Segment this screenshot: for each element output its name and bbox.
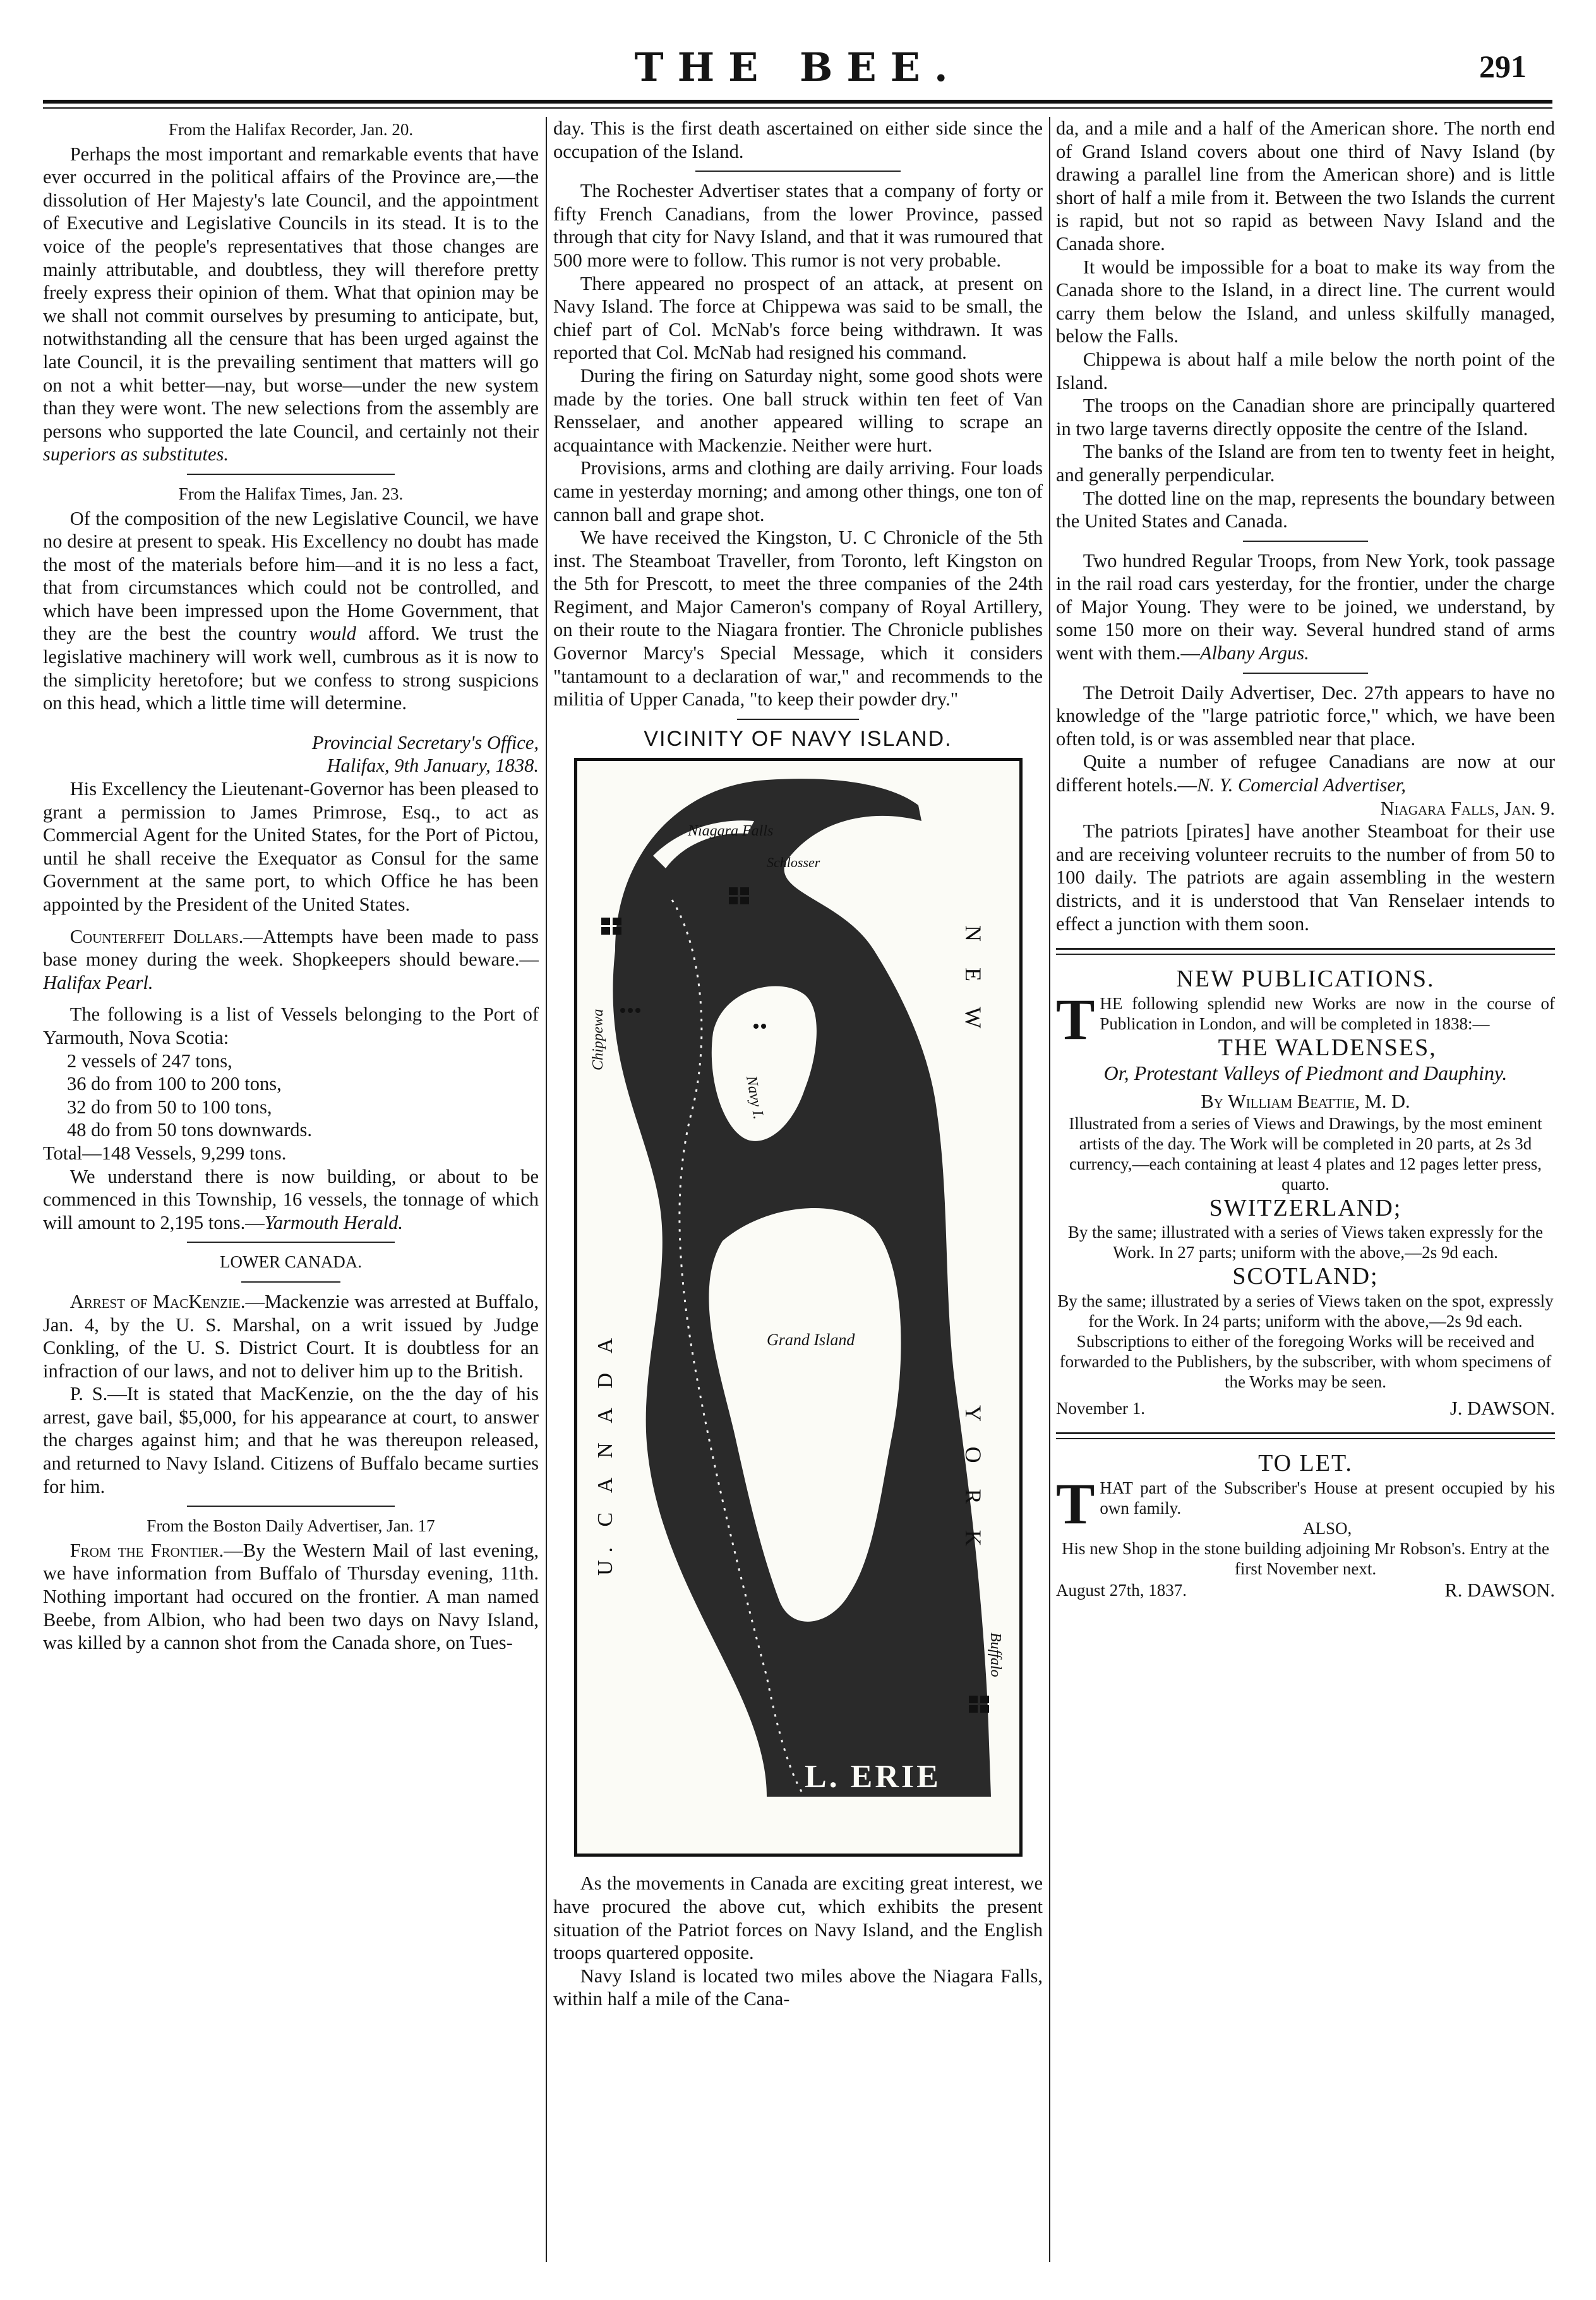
column-3 bbox=[1056, 117, 1555, 1602]
publications-date: November 1. bbox=[1056, 1398, 1145, 1418]
new-publications-heading: NEW PUBLICATIONS. bbox=[1176, 966, 1435, 993]
separator bbox=[695, 171, 901, 172]
column-divider bbox=[546, 117, 547, 2262]
subscriptions-note: Subscriptions to either of the foregoing Works will be received and forwarded to the Publishers, by the subscriber, with whom specimens of the Works may be seen. bbox=[1059, 1331, 1552, 1391]
article-paragraph: P. S.—It is stated that MacKenzie, on the the day of his arrest, gave bail, $5,000, for his appearance at court, to answer the charges against him; and that he was thereupon released, and returned to Navy Island. Citizens of Buffalo became surties for him. bbox=[43, 1383, 539, 1497]
separator bbox=[241, 1281, 340, 1283]
article-paragraph: The banks of the Island are from ten to twenty feet in height, and generally perpendicular. bbox=[1056, 441, 1555, 486]
separator bbox=[187, 1506, 395, 1507]
publications-signature: J. DAWSON. bbox=[1449, 1397, 1555, 1419]
article-paragraph: We understand there is now building, or about to be commenced in this Township, 16 vessels, the tonnage of which will amount to 2,195 tons.—Yarmouth Herald. bbox=[43, 1165, 539, 1233]
navy-island-map bbox=[574, 758, 1023, 1857]
article-paragraph: We have received the Kingston, U. C Chronicle of the 5th inst. The Steamboat Traveller, from Toronto, left Kingston on the 5th for Prescott, to meet the three companies of the 24th Regiment, and Major Cameron's company of Royal Artillery, on their route to the Niagara frontier. The Chronicle publishes Governor Marcy's Special Message, which it considers "tantamount to a declaration of war," and recommends to the militia of Upper Canada, "to keep their powder dry." bbox=[553, 527, 1043, 710]
work-description: Illustrated from a series of Views and Drawings, by the most eminent artists of the day. The Work will be completed in 20 parts, at 2s 3d currency,—each containing at least 4 plates and 12 pages letter press, quarto. bbox=[1069, 1113, 1542, 1194]
article-paragraph: The patriots [pirates] have another Steamboat for their use and are receiving volunteer recruits to the number of from 50 to 100 daily. The patriots are again assembling in the western districts, and it is understood that Van Renselaer intends to effect a junction with them soon. bbox=[1056, 820, 1555, 935]
work-title: THE WALDENSES, bbox=[1218, 1034, 1437, 1061]
article-paragraph: The troops on the Canadian shore are principally quartered in two large taverns directly opposite the centre of the Island. bbox=[1056, 395, 1555, 440]
office-heading: Provincial Secretary's Office, bbox=[311, 731, 539, 753]
column-1 bbox=[43, 117, 539, 1655]
masthead bbox=[0, 44, 1596, 95]
article-paragraph: Of the composition of the new Legislative Council, we have no desire at present to speak. His Excellency no doubt has made the most of the materials before him—and it is no less a fact, that from circumstances which could not be controlled, and which have been impressed upon the Home Government, that they are the best the country would afford. We trust the legislative machinery will work well, cumbrous as it is now to the simplicity heretofore; but we confess to strong suspicions on this head, which a little time will determine. bbox=[43, 507, 539, 714]
article-paragraph: Provisions, arms and clothing are daily arriving. Four loads came in yesterday morning; and among other things, one ton of cannon ball and grape shot. bbox=[553, 457, 1043, 525]
work-description: By the same; illustrated by a series of Views taken on the spot, expressly for the Work. In 24 parts; uniform with the above,—2s 9d each. bbox=[1057, 1291, 1554, 1331]
work-description: By the same; illustrated with a series of Views taken expressly for the Work. In 27 parts; uniform with the above,—2s 9d each. bbox=[1067, 1223, 1544, 1262]
to-let-signature: R. DAWSON. bbox=[1444, 1579, 1555, 1601]
map-label-niagara-falls: Niagara Falls bbox=[687, 823, 773, 840]
map-label-new: N E W bbox=[960, 925, 986, 1039]
separator bbox=[187, 1242, 395, 1243]
article-paragraph: Two hundred Regular Troops, from New York, took passage in the rail road cars yesterday, for the frontier, under the charge of Major Young. They were to be joined, we understand, by some 150 more on their way. Several hundred stand of arms went with them.—Albany Argus. bbox=[1056, 549, 1555, 664]
vessel-list-item: 32 do from 50 to 100 tons, bbox=[67, 1096, 272, 1118]
work-subtitle: Or, Protestant Valleys of Piedmont and Dauphiny. bbox=[1103, 1062, 1508, 1085]
separator bbox=[187, 474, 395, 475]
separator bbox=[1243, 541, 1368, 542]
to-let-signature-row bbox=[1056, 1579, 1555, 1602]
source-line: From the Halifax Times, Jan. 23. bbox=[178, 484, 404, 503]
section-rule bbox=[1056, 1432, 1555, 1439]
article-paragraph: Perhaps the most important and remarkable events that have ever occurred in the political affairs of the Province are,—the dissolution of Her Majesty's late Council, and the appointment of Executive and Legislative Councils in its stead. It is to the voice of the people's representatives that those changes are mainly attributable, and doubtless, they will therefore pretty freely express their opinion of them. What that opinion may be we shall not commit ourselves by presuming to anticipate, but, notwithstanding all the censure that has been urged against the late Council, it is the prevailing sentiment that matters will go on not a whit better—nay, but worse—under the new system than they were wont. The new selections from the assembly are persons who supported the late Council, and certainly not their superiors as substitutes. bbox=[43, 143, 539, 465]
publications-intro: THE following splendid new Works are now in the course of Publication in London, and will be completed in 1838:— bbox=[1056, 986, 1555, 1051]
work-title: SWITZERLAND; bbox=[1209, 1194, 1402, 1221]
article-paragraph: There appeared no prospect of an attack, at present on Navy Island. The force at Chippewa was said to be small, the chief part of Col. McNab's force being withdrawn. It was reported that Col. McNab had resigned his command. bbox=[553, 272, 1043, 364]
dateline: Niagara Falls, Jan. 9. bbox=[1380, 797, 1555, 819]
separator bbox=[737, 719, 860, 720]
work-title: SCOTLAND; bbox=[1232, 1263, 1379, 1290]
vessel-total: Total—148 Vessels, 9,299 tons. bbox=[43, 1142, 287, 1164]
map-label-schlosser: Schlosser bbox=[766, 854, 820, 871]
newspaper-title: THE BEE. bbox=[634, 44, 962, 90]
article-paragraph: The Detroit Daily Advertiser, Dec. 27th appears to have no knowledge of the "large patriotic force," which, we have been often told, is or was assembled near that place. bbox=[1056, 681, 1555, 750]
map-label-chippewa: Chippewa bbox=[589, 1009, 606, 1071]
vessel-list-item: 36 do from 100 to 200 tons, bbox=[67, 1073, 282, 1095]
article-paragraph: Arrest of MacKenzie.—Mackenzie was arrested at Buffalo, Jan. 4, by the U. S. Marshal, on a writ issued by Judge Conkling, of the U. S. District Court. It is doubtless for an infraction of our laws, and not to deliver him up to the British. bbox=[43, 1290, 539, 1382]
article-paragraph: As the movements in Canada are exciting great interest, we have procured the above cut, which exhibits the present situation of the Patriot forces on Navy Island, and the English troops quartered opposite. bbox=[553, 1872, 1043, 1964]
source-line: From the Boston Daily Advertiser, Jan. 17 bbox=[147, 1516, 435, 1536]
vessel-list-item: 48 do from 50 tons downwards. bbox=[67, 1119, 312, 1141]
article-paragraph: Counterfeit Dollars.—Attempts have been made to pass base money during the week. Shopkeepers should beware.—Halifax Pearl. bbox=[43, 925, 539, 993]
separator bbox=[1243, 673, 1368, 674]
map-label-buffalo: Buffalo bbox=[987, 1632, 1004, 1678]
section-rule bbox=[1056, 948, 1555, 955]
masthead-rule-thin bbox=[43, 107, 1552, 109]
article-paragraph: Quite a number of refugee Canadians are now at our different hotels.—N. Y. Comercial Advertiser, bbox=[1056, 751, 1555, 796]
vessel-list-item: 2 vessels of 247 tons, bbox=[67, 1050, 232, 1072]
page-number: 291 bbox=[1479, 49, 1527, 84]
map-label-lake-erie: L. ERIE bbox=[804, 1759, 941, 1795]
article-paragraph: It would be impossible for a boat to make its way from the Canada shore to the Island, in a direct line. The current would carry them below the Island, and unless skilfully managed, below the Falls. bbox=[1056, 256, 1555, 347]
to-let-date: August 27th, 1837. bbox=[1056, 1580, 1187, 1600]
article-paragraph: Chippewa is about half a mile below the north point of the Island. bbox=[1056, 348, 1555, 393]
article-paragraph: day. This is the first death ascertained on either side since the occupation of the Island. bbox=[553, 117, 1043, 162]
article-paragraph: The Rochester Advertiser states that a company of forty or fifty French Canadians, from the lower Province, passed through that city for Navy Island, and that it was rumoured that 500 more were to follow. This rumor is not very probable. bbox=[553, 180, 1043, 271]
publications-signature-row bbox=[1056, 1397, 1555, 1420]
column-divider bbox=[1049, 117, 1050, 2262]
map-label-york: Y O R K bbox=[960, 1405, 986, 1557]
article-paragraph: The following is a list of Vessels belonging to the Port of Yarmouth, Nova Scotia: bbox=[43, 1003, 539, 1048]
article-paragraph: Navy Island is located two miles above the Niagara Falls, within half a mile of the Cana- bbox=[553, 1965, 1043, 2010]
article-paragraph: During the firing on Saturday night, some good shots were made by the tories. One ball struck within ten feet of Van Rensselaer, and another appeared willing to scrape an acquaintance with Mackenzie. Neither were hurt. bbox=[553, 364, 1043, 456]
to-let-shop: His new Shop in the stone building adjoining Mr Robson's. Entry at the first November next. bbox=[1061, 1538, 1550, 1578]
map-label-navy-island: Navy I. bbox=[742, 1074, 767, 1121]
to-let-heading: TO LET. bbox=[1258, 1450, 1353, 1477]
to-let-also: ALSO, bbox=[1303, 1518, 1352, 1538]
office-date: Halifax, 9th January, 1838. bbox=[327, 755, 539, 777]
work-author: By William Beattie, M. D. bbox=[1201, 1090, 1410, 1112]
article-paragraph: His Excellency the Lieutenant-Governor has been pleased to grant a permission to James Primrose, Esq., to act as Commercial Agent for the United States, for the Port of Pictou, until he shall receive the Exequator as Consul for the same Government at the same port, to which Office he has been appointed by the President of the United States. bbox=[43, 778, 539, 915]
map-label-grand-island: Grand Island bbox=[766, 1331, 855, 1350]
column-2 bbox=[553, 117, 1043, 2011]
masthead-rule bbox=[43, 100, 1552, 104]
map-label-upper-canada: U. C A N A D A bbox=[593, 1331, 617, 1576]
map-title: VICINITY OF NAVY ISLAND. bbox=[644, 726, 952, 751]
article-paragraph: The dotted line on the map, represents the boundary between the United States and Canada. bbox=[1056, 487, 1555, 532]
section-heading: LOWER CANADA. bbox=[220, 1252, 362, 1272]
article-paragraph: da, and a mile and a half of the American shore. The north end of Grand Island covers about one third of Navy Island (by drawing a parallel line from the American shore) and is little short of half a mile from it. Between the two Islands the current is rapid, but not so rapid as between Navy Island and the Canada shore. bbox=[1056, 117, 1555, 255]
source-line: From the Halifax Recorder, Jan. 20. bbox=[168, 120, 414, 139]
map-drawing bbox=[577, 761, 1019, 1854]
article-paragraph: From the Frontier.—By the Western Mail of last evening, we have information from Buffalo of Thursday evening, 11th. Nothing important had occured on the frontier. A man named Beebe, from Albion, who had been two days on Navy Island, was killed by a cannon shot from the Canada shore, on Tues- bbox=[43, 1539, 539, 1654]
to-let-body: THAT part of the Subscriber's House at present occupied by his own family. bbox=[1056, 1471, 1555, 1536]
